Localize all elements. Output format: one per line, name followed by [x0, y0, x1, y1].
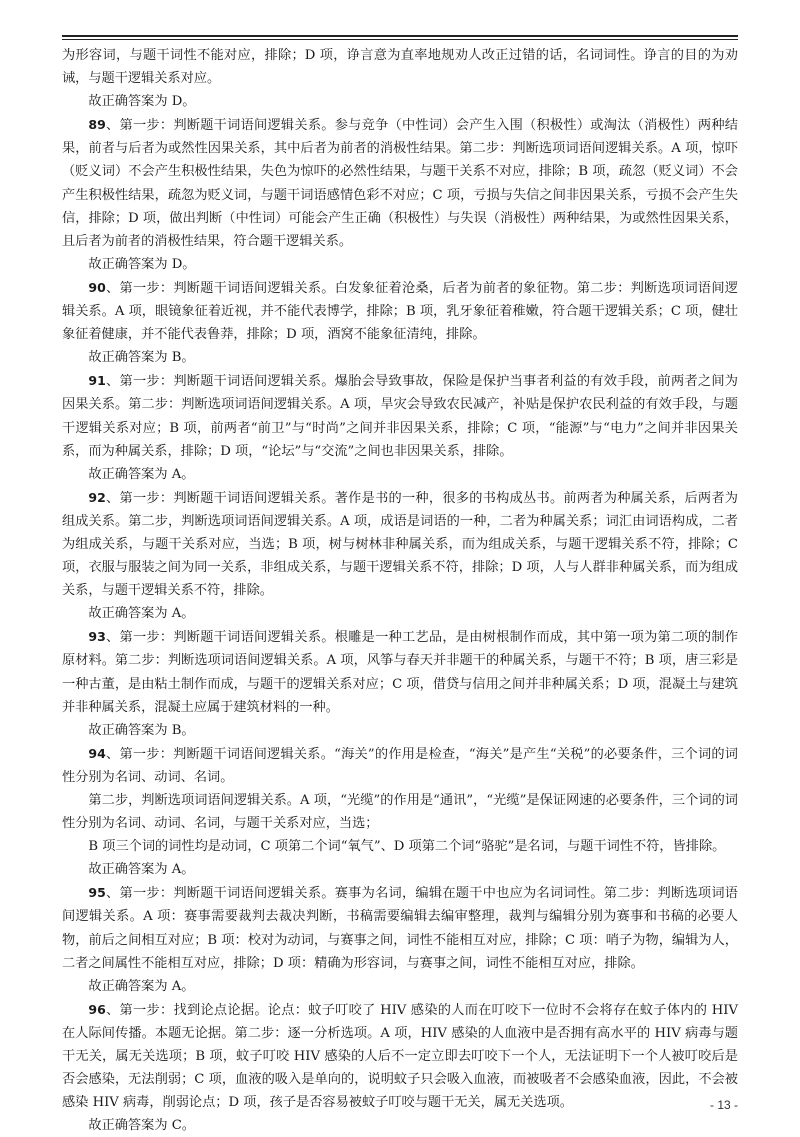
answer-line: 故正确答案为 B。	[88, 722, 195, 738]
question-paragraph	[62, 113, 738, 253]
question-paragraph	[62, 742, 738, 789]
question-paragraph	[62, 276, 738, 346]
question-paragraph	[62, 486, 738, 602]
question-text: 、第一步：判断题干词语间逻辑关系。参与竞争（中性词）会产生入围（积极性）或淘汰（消极性）两种结果，前者与后者为或然性因果关系，其中后者为前者的消极性结果。第二步：判断选项词语间逻辑关系。A 项，惊吓（贬义词）不会产生积极性结果，失色为惊吓的必然性结果，与题干关系不对应，排除；B 项，疏忽（贬义词）不会产生积极性结果，疏忽为贬义词，与题干词语感情色彩不对应；C 项，亏损与失信之间非因果关系，亏损不会产生失信，排除；D 项，做出判断（中性词）可能会产生正确（积极性）与失误（消极性）两种结果，为或然性因果关系，且后者为前者的消极性结果，符合题干逻辑关系。	[62, 118, 738, 249]
answer-line: 故正确答案为 A。	[88, 606, 195, 622]
question-number: 91	[88, 373, 106, 389]
answer-line: 故正确答案为 A。	[88, 978, 195, 994]
question-text: 、第一步：找到论点论据。论点：蚊子叮咬了 HIV 感染的人而在叮咬下一位时不会将存在蚊子体内的 HIV 在人际间传播。本题无论据。第二步：逐一分析选项。A 项，HIV 感染的人血液中是否拥有高水平的 HIV 病毒与题干无关，属无关选项；B 项，蚊子叮咬 HIV 感染的人后不一定立即去叮咬下一个人，无法证明下一个人被叮咬后是否会感染，无法削弱；C 项，血液的吸入是单向的，说明蚊子只会吸入血液，而被吸者不会感染血液，因此，不会被感染 HIV 病毒，削弱论点；D 项，孩子是否容易被蚊子叮咬与题干无关，属无关选项。	[62, 1002, 738, 1111]
question-number: 92	[88, 489, 106, 505]
question-paragraph	[62, 625, 738, 718]
question-text: 、第一步：判断题干词语间逻辑关系。著作是书的一种，很多的书构成丛书。前两者为种属关系，后两者为组成关系。第二步，判断选项词语间逻辑关系。A 项，成语是词语的一种，二者为种属关系；词汇由词语构成，二者为组成关系，与题干关系对应，当选；B 项，树与树林非种属关系，而为组成关系，与题干逻辑关系不符，排除；C 项，衣服与服装之间为同一关系，非组成关系，与题干逻辑关系不符，排除；D 项，人与人群非种属关系，而为组成关系，与题干逻辑关系不符，排除。	[62, 490, 738, 599]
answer-line: 故正确答案为 A。	[88, 862, 195, 878]
question-number: 90	[88, 279, 106, 295]
answer-line: 故正确答案为 D。	[88, 256, 196, 272]
question-number: 95	[88, 885, 106, 901]
question-text: 、第一步：判断题干词语间逻辑关系。“海关”的作用是检查，“海关”是产生“关税”的必要条件，三个词的词性分别为名词、动词、名词。	[62, 746, 738, 785]
answer-line: 故正确答案为 C。	[88, 1118, 195, 1134]
question-continuation: B 项三个词的词性均是动词，C 项第二个词“氧气”、D 项第二个词“骆驼”是名词，与题干词性不符，皆排除。	[88, 839, 726, 855]
question-text: 、第一步：判断题干词语间逻辑关系。赛事为名词，编辑在题干中也应为名词词性。第二步：判断选项词语间逻辑关系。A 项：赛事需要裁判去裁决判断，书稿需要编辑去编审整理，裁判与编辑分别为赛事和书稿的必要人物，前后之间相互对应；B 项：校对为动词，与赛事之间，词性不能相互对应，排除；C 项：哨子为物，编辑为人，二者之间属性不能相互对应，排除；D 项：精确为形容词，与赛事之间，词性不能相互对应，排除。	[62, 886, 738, 971]
answer-line: 故正确答案为 D。	[88, 94, 196, 110]
document-body	[62, 44, 738, 1137]
header-rule-thick	[62, 35, 738, 37]
question-continuation: 第二步，判断选项词语间逻辑关系。A 项，“光缆”的作用是“通讯”，“光缆”是保证网速的必要条件，三个词的词性分别为名词、动词、名词，与题干关系对应，当选；	[62, 793, 738, 832]
page-number: - 13 -	[709, 1098, 738, 1112]
answer-line: 故正确答案为 A。	[88, 466, 195, 482]
question-number: 96	[88, 1001, 106, 1017]
question-paragraph	[62, 998, 738, 1114]
question-paragraph	[62, 369, 738, 462]
question-number: 89	[88, 117, 106, 133]
question-number: 94	[88, 745, 106, 761]
continued-paragraph: 为形容词，与题干词性不能对应，排除；D 项，诤言意为直率地规劝人改正过错的话，名词词性。诤言的目的为劝诫，与题干逻辑关系对应。	[62, 48, 738, 87]
header-rule-thin	[62, 39, 738, 40]
question-text: 、第一步：判断题干词语间逻辑关系。根雕是一种工艺品，是由树根制作而成，其中第一项为第二项的制作原材料。第二步：判断选项词语间逻辑关系。A 项，风筝与春天并非题干的种属关系，与题干不符；B 项，唐三彩是一种古董，是由粘土制作而成，与题干的逻辑关系对应；C 项，借贷与信用之间并非种属关系；D 项，混凝土与建筑并非种属关系，混凝土应属于建筑材料的一种。	[62, 630, 738, 715]
answer-line: 故正确答案为 B。	[88, 350, 195, 366]
question-text: 、第一步：判断题干词语间逻辑关系。爆胎会导致事故，保险是保护当事者利益的有效手段，前两者之间为因果关系。第二步：判断选项词语间逻辑关系。A 项，旱灾会导致农民减产，补贴是保护农民利益的有效手段，与题干逻辑关系对应；B 项，前两者“前卫”与“时尚”之间并非因果关系，排除；C 项，“能源”与“电力”之间并非因果关系，而为种属关系，排除；D 项，“论坛”与“交流”之间也非因果关系，排除。	[62, 374, 738, 459]
question-text: 、第一步：判断题干词语间逻辑关系。白发象征着沧桑，后者为前者的象征物。第二步：判断选项词语间逻辑关系。A 项，眼镜象征着近视，并不能代表博学，排除；B 项，乳牙象征着稚嫩，符合题干逻辑关系；C 项，健壮象征着健康，并不能代表鲁莽，排除；D 项，酒窝不能象征清纯，排除。	[62, 280, 738, 343]
question-number: 93	[88, 629, 106, 645]
question-paragraph	[62, 881, 738, 974]
